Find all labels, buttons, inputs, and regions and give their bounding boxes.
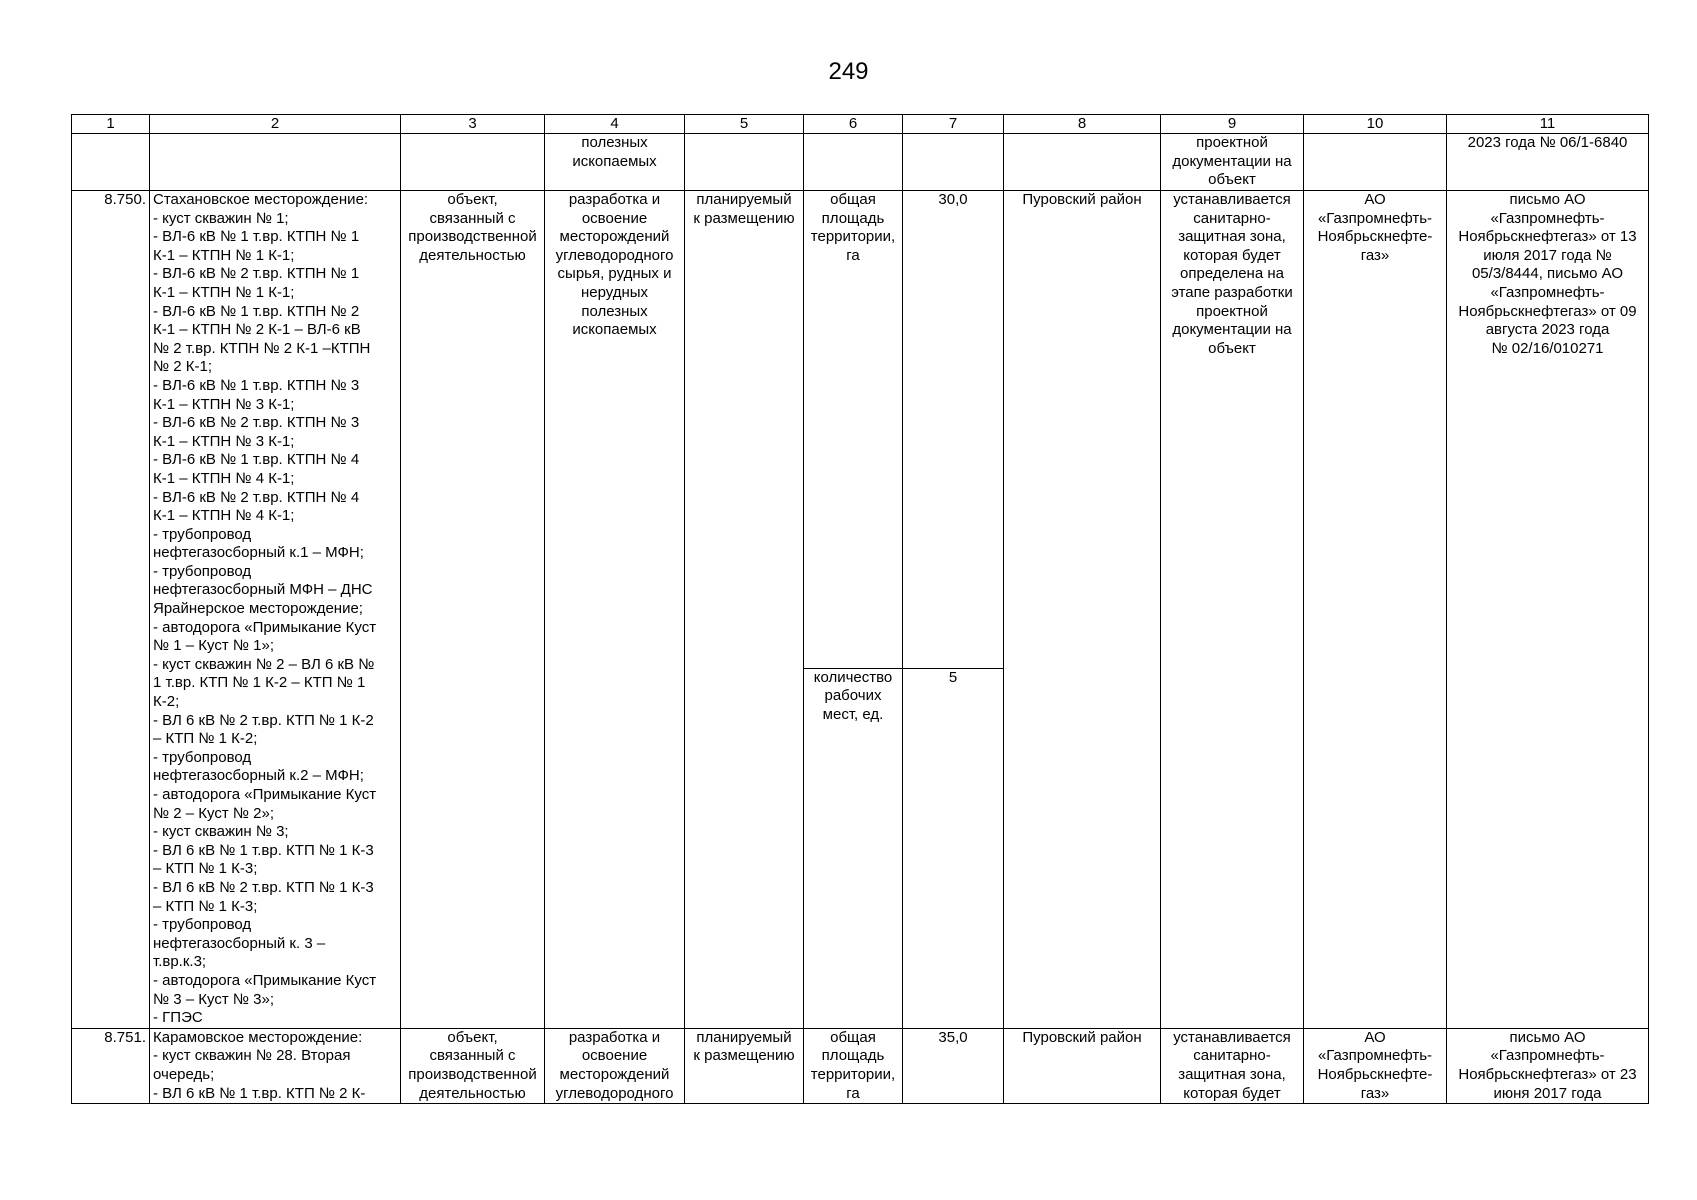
parameter-name-cell: количество рабочих мест, ед. xyxy=(804,668,903,1028)
parameter-value-cell: 35,0 xyxy=(903,1028,1004,1103)
column-number: 8 xyxy=(1004,115,1161,134)
column-number: 9 xyxy=(1161,115,1304,134)
row-number: 8.751. xyxy=(72,1028,150,1103)
table-row xyxy=(72,191,1649,669)
column-number: 1 xyxy=(72,115,150,134)
table-cell xyxy=(1004,134,1161,191)
zone-cell: устанавливается санитарно- защитная зона, которая будет определена на этапе разработки проектной документации на объект xyxy=(1161,191,1304,1029)
object-name-cell: Карамовское месторождение: - куст скважин № 28. Вторая очередь; - ВЛ 6 кВ № 1 т.вр. КТП № 2 К- xyxy=(150,1028,401,1103)
parameter-value-cell: 5 xyxy=(903,668,1004,1028)
organization-cell: АО «Газпромнефть- Ноябрьскнефте- газ» xyxy=(1304,1028,1447,1103)
table-cell xyxy=(72,134,150,191)
parameter-name-cell: общая площадь территории, га xyxy=(804,1028,903,1103)
basis-cell: 2023 года № 06/1-6840 xyxy=(1447,134,1649,191)
location-cell: Пуровский район xyxy=(1004,1028,1161,1103)
status-cell: планируемый к размещению xyxy=(685,1028,804,1103)
parameter-value-cell: 30,0 xyxy=(903,191,1004,669)
table-cell xyxy=(685,134,804,191)
object-type-cell: объект, связанный с производственной деятельностью xyxy=(401,191,545,1029)
zone-cell: проектной документации на объект xyxy=(1161,134,1304,191)
parameter-name-cell: общая площадь территории, га xyxy=(804,191,903,669)
basis-cell: письмо АО «Газпромнефть- Ноябрьскнефтегаз» от 23 июня 2017 года xyxy=(1447,1028,1649,1103)
organization-cell: АО «Газпромнефть- Ноябрьскнефте- газ» xyxy=(1304,191,1447,1029)
table-row xyxy=(72,1028,1649,1103)
row-number: 8.750. xyxy=(72,191,150,1029)
column-number: 7 xyxy=(903,115,1004,134)
column-number: 2 xyxy=(150,115,401,134)
location-cell: Пуровский район xyxy=(1004,191,1161,1029)
column-number: 3 xyxy=(401,115,545,134)
object-type-cell: объект, связанный с производственной деятельностью xyxy=(401,1028,545,1103)
table-cell xyxy=(1304,134,1447,191)
column-number: 6 xyxy=(804,115,903,134)
object-name-cell: Стахановское месторождение: - куст скважин № 1; - ВЛ-6 кВ № 1 т.вр. КТПН № 1 К-1 – КТПН № 1 К-1; - ВЛ-6 кВ № 2 т.вр. КТПН № 1 К-1 – КТПН № 1 К-1; - ВЛ-6 кВ № 1 т.вр. КТПН № 2 К-1 – КТПН № 2 К-1 – ВЛ-6 кВ № 2 т.вр. КТПН № 2 К-1 –КТПН № 2 К-1; - ВЛ-6 кВ № 1 т.вр. КТПН № 3 К-1 – КТПН № 3 К-1; - ВЛ-6 кВ № 2 т.вр. КТПН № 3 К-1 – КТПН № 3 К-1; - ВЛ-6 кВ № 1 т.вр. КТПН № 4 К-1 – КТПН № 4 К-1; - ВЛ-6 кВ № 2 т.вр. КТПН № 4 К-1 – КТПН № 4 К-1; - трубопровод нефтегазосборный к.1 – МФН; - трубопровод нефтегазосборный МФН – ДНС Ярайнерское месторождение; - автодорога «Примыкание Куст № 1 – Куст № 1»; - куст скважин № 2 – ВЛ 6 кВ № 1 т.вр. КТП № 1 К-2 – КТП № 1 К-2; - ВЛ 6 кВ № 2 т.вр. КТП № 1 К-2 – КТП № 1 К-2; - трубопровод нефтегазосборный к.2 – МФН; - автодорога «Примыкание Куст № 2 – Куст № 2»; - куст скважин № 3; - ВЛ 6 кВ № 1 т.вр. КТП № 1 К-3 – КТП № 1 К-3; - ВЛ 6 кВ № 2 т.вр. КТП № 1 К-3 – КТП № 1 К-3; - трубопровод нефтегазосборный к. 3 – т.вр.к.3; - автодорога «Примыкание Куст № 3 – Куст № 3»; - ГПЭС xyxy=(150,191,401,1029)
status-cell: планируемый к размещению xyxy=(685,191,804,1029)
table-cell xyxy=(150,134,401,191)
column-number: 11 xyxy=(1447,115,1649,134)
purpose-cell: полезных ископаемых xyxy=(545,134,685,191)
continuation-row xyxy=(72,134,1649,191)
table-cell xyxy=(401,134,545,191)
purpose-cell: разработка и освоение месторождений углеводородного сырья, рудных и нерудных полезных ископаемых xyxy=(545,191,685,1029)
basis-cell: письмо АО «Газпромнефть- Ноябрьскнефтегаз» от 13 июля 2017 года № 05/3/8444, письмо АО «Газпромнефть- Ноябрьскнефтегаз» от 09 августа 2023 года № 02/16/010271 xyxy=(1447,191,1649,1029)
column-number: 5 xyxy=(685,115,804,134)
table-cell xyxy=(804,134,903,191)
column-number: 4 xyxy=(545,115,685,134)
page-number: 249 xyxy=(828,58,869,85)
column-number-row xyxy=(72,115,1649,134)
registry-table xyxy=(71,114,1649,1104)
zone-cell: устанавливается санитарно- защитная зона, которая будет xyxy=(1161,1028,1304,1103)
table-cell xyxy=(903,134,1004,191)
purpose-cell: разработка и освоение месторождений углеводородного xyxy=(545,1028,685,1103)
column-number: 10 xyxy=(1304,115,1447,134)
